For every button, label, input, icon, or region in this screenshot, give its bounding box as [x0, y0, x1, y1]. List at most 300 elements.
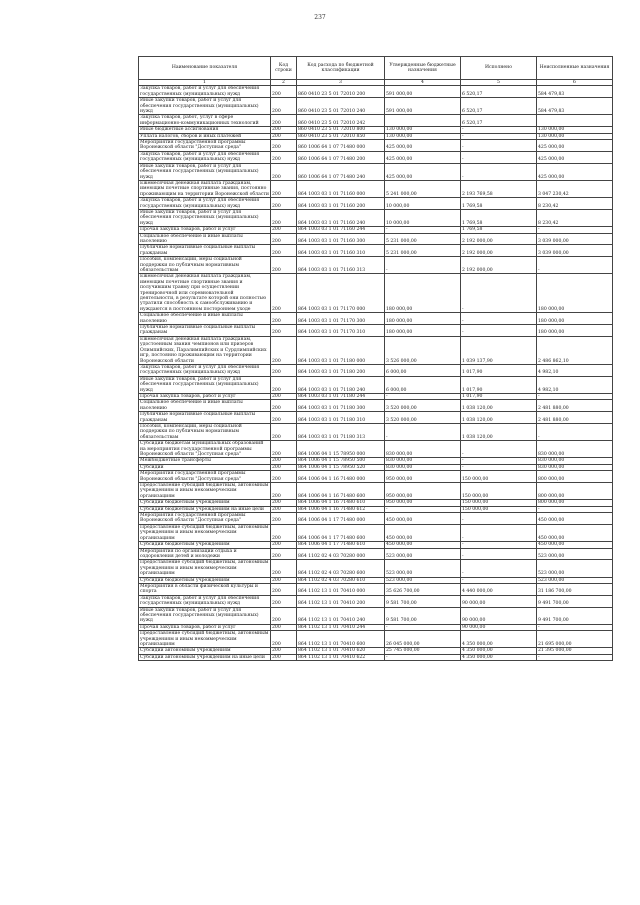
row-name: Предоставление субсидий бюджетным, автономным учреждениям и иным некоммерческим организациям [139, 631, 271, 648]
row-name: Социальное обеспечение и иные выплаты населению [139, 313, 271, 325]
row-name: Мероприятия в области физической культуры и спорта [139, 583, 271, 595]
row-remaining: - [537, 227, 613, 233]
row-name: Закупка товаров, работ и услуг для обеспечения государственных (муниципальных) нужд [139, 364, 271, 376]
row-remaining: 130 000,00 [537, 127, 613, 133]
row-name: Публичные нормативные социальные выплаты гражданам [139, 412, 271, 424]
row-classification: 864 1102 13 1 01 70410 622 [297, 654, 385, 660]
table-row [139, 513, 613, 525]
row-classification: 864 1006 04 1 16 71480 000 [297, 471, 385, 483]
row-line-code: 200 [271, 654, 297, 660]
row-executed: 2 192 000,00 [461, 257, 537, 274]
row-name: Субсидии бюджетным учреждениям [139, 542, 271, 548]
row-line-code: 200 [271, 127, 297, 133]
row-line-code: 200 [271, 506, 297, 512]
table-row [139, 376, 613, 393]
row-approved: 950 000,00 [385, 500, 461, 506]
row-approved: - [385, 423, 461, 440]
row-name: Прочая закупка товаров, работ и услуг [139, 624, 271, 630]
row-approved: 9 581 700,00 [385, 607, 461, 624]
row-approved: 3 520 000,00 [385, 412, 461, 424]
column-index: 2 [271, 80, 297, 86]
row-remaining [537, 115, 613, 127]
row-approved: 950 000,00 [385, 483, 461, 500]
row-line-code: 200 [271, 513, 297, 525]
row-approved: 25 745 000,00 [385, 648, 461, 654]
row-executed: 1 769,58 [461, 198, 537, 210]
row-remaining: 2 486 862,10 [537, 336, 613, 364]
row-approved: 591 000,00 [385, 86, 461, 98]
row-approved: 3 520 000,00 [385, 400, 461, 412]
table-row [139, 560, 613, 577]
row-classification: 864 1006 04 1 16 71480 600 [297, 483, 385, 500]
row-line-code: 200 [271, 624, 297, 630]
row-executed: 4 350 000,00 [461, 654, 537, 660]
row-classification: 860 1006 64 1 07 71480 000 [297, 140, 385, 152]
table-row [139, 441, 613, 458]
row-name: Публичные нормативные социальные выплаты гражданам [139, 325, 271, 337]
row-remaining: - [537, 624, 613, 630]
row-classification: 864 1102 13 1 01 70410 244 [297, 624, 385, 630]
table-row [139, 631, 613, 648]
row-line-code: 200 [271, 274, 297, 313]
table-row [139, 595, 613, 607]
row-remaining: - [537, 506, 613, 512]
row-name: Закупка товаров, работ, услуг в сфере информационно-коммуникационных технологий [139, 115, 271, 127]
row-line-code: 200 [271, 595, 297, 607]
row-classification: 864 1102 13 1 01 70410 200 [297, 595, 385, 607]
row-classification: 860 0410 23 5 01 72010 850 [297, 133, 385, 139]
row-line-code: 200 [271, 257, 297, 274]
row-name: Субсидии бюджетным учреждениям [139, 500, 271, 506]
row-executed: - [461, 274, 537, 313]
row-classification: 864 1003 03 1 01 71180 240 [297, 376, 385, 393]
row-name: Пособия, компенсации, меры социальной поддержки по публичным нормативным обязательствам [139, 257, 271, 274]
row-remaining: 130 000,00 [537, 133, 613, 139]
row-approved: 180 000,00 [385, 274, 461, 313]
row-line-code: 200 [271, 180, 297, 197]
table-row [139, 412, 613, 424]
row-classification: 864 1003 03 1 01 71160 240 [297, 209, 385, 226]
row-approved: 591 000,00 [385, 98, 461, 115]
row-remaining: - [537, 257, 613, 274]
row-remaining: - [537, 393, 613, 399]
column-index: 5 [461, 80, 537, 86]
row-executed: - [461, 133, 537, 139]
row-executed: 1 038 120,00 [461, 423, 537, 440]
row-approved: 450 000,00 [385, 513, 461, 525]
row-executed: 1 017,90 [461, 376, 537, 393]
row-executed: - [461, 163, 537, 180]
row-executed: 150 000,00 [461, 506, 537, 512]
row-name: Закупка товаров, работ и услуг для обеспечения государственных (муниципальных) нужд [139, 595, 271, 607]
row-classification: 864 1006 04 1 15 78950 500 [297, 458, 385, 464]
row-approved: 5 241 000,00 [385, 180, 461, 197]
row-name: Ежемесячная денежная выплата гражданам, удостоенным звания чемпионов или призеров Олимпийских, Паралимпийских и Сурдлимпийских игр, постоянно проживающим на территории Воронежской области [139, 336, 271, 364]
row-line-code: 200 [271, 133, 297, 139]
row-approved: 830 000,00 [385, 464, 461, 470]
row-executed: 1 038 120,00 [461, 400, 537, 412]
row-executed: 90 000,00 [461, 595, 537, 607]
row-line-code: 200 [271, 400, 297, 412]
row-executed: 2 193 769,58 [461, 180, 537, 197]
column-index: 1 [139, 80, 271, 86]
row-line-code: 200 [271, 115, 297, 127]
row-classification: 864 1006 04 1 17 71480 600 [297, 524, 385, 541]
row-name: Мероприятия государственной программы Воронежской области "Доступная среда" [139, 471, 271, 483]
row-remaining: 450 000,00 [537, 542, 613, 548]
row-approved: 10 000,00 [385, 209, 461, 226]
row-remaining: 21 695 000,00 [537, 631, 613, 648]
table-row [139, 209, 613, 226]
column-index: 6 [537, 80, 613, 86]
row-classification: 864 1102 02 4 03 70280 600 [297, 560, 385, 577]
row-name: Межбюджетные трансферты [139, 458, 271, 464]
row-approved: - [385, 624, 461, 630]
row-approved [385, 115, 461, 127]
row-approved: 130 000,00 [385, 127, 461, 133]
table-row [139, 115, 613, 127]
table-row [139, 163, 613, 180]
row-executed: - [461, 524, 537, 541]
row-approved: 830 000,00 [385, 441, 461, 458]
row-remaining: 180 000,00 [537, 325, 613, 337]
row-executed: 1 039 137,90 [461, 336, 537, 364]
table-row [139, 98, 613, 115]
row-classification: 864 1003 03 1 01 71180 244 [297, 393, 385, 399]
row-remaining: 523 000,00 [537, 548, 613, 560]
row-approved: 180 000,00 [385, 313, 461, 325]
row-approved: 6 000,00 [385, 376, 461, 393]
row-name: Иные закупки товаров, работ и услуг для обеспечения государственных (муниципальных) нужд [139, 98, 271, 115]
row-name: Закупка товаров, работ и услуг для обеспечения государственных (муниципальных) нужд [139, 198, 271, 210]
row-line-code: 200 [271, 483, 297, 500]
row-line-code: 200 [271, 423, 297, 440]
row-approved: 523 000,00 [385, 560, 461, 577]
row-name: Субсидии бюджетам муниципальных образований на мероприятия государственной программы Воронежской области "Доступная среда" [139, 441, 271, 458]
table-row [139, 257, 613, 274]
table-row [139, 86, 613, 98]
row-line-code: 200 [271, 151, 297, 163]
row-line-code: 200 [271, 524, 297, 541]
row-classification: 860 0410 23 5 01 72010 800 [297, 127, 385, 133]
row-line-code: 200 [271, 471, 297, 483]
row-name: Социальное обеспечение и иные выплаты населению [139, 400, 271, 412]
row-line-code: 200 [271, 542, 297, 548]
row-line-code: 200 [271, 98, 297, 115]
row-executed: - [461, 313, 537, 325]
column-index: 4 [385, 80, 461, 86]
table-row [139, 524, 613, 541]
row-classification: 864 1003 03 1 01 71180 313 [297, 423, 385, 440]
row-executed: - [461, 151, 537, 163]
row-line-code: 200 [271, 560, 297, 577]
row-approved: 130 000,00 [385, 133, 461, 139]
row-name: Иные бюджетные ассигнования [139, 127, 271, 133]
row-name: Предоставление субсидий бюджетным, автономным учреждениям и иным некоммерческим организациям [139, 560, 271, 577]
row-classification: 864 1006 04 1 17 71480 000 [297, 513, 385, 525]
table-row [139, 400, 613, 412]
row-line-code: 200 [271, 198, 297, 210]
table-row [139, 607, 613, 624]
row-classification: 860 0410 23 5 01 72010 242 [297, 115, 385, 127]
row-line-code: 200 [271, 233, 297, 245]
row-classification: 864 1102 13 1 01 70410 240 [297, 607, 385, 624]
row-executed: - [461, 325, 537, 337]
row-line-code: 200 [271, 364, 297, 376]
row-approved: 5 231 000,00 [385, 233, 461, 245]
page-number: 237 [314, 14, 326, 21]
row-remaining: 3 047 230,42 [537, 180, 613, 197]
row-remaining: 450 000,00 [537, 524, 613, 541]
row-remaining: 425 000,00 [537, 151, 613, 163]
row-executed: - [461, 127, 537, 133]
row-name: Публичные нормативные социальные выплаты гражданам [139, 245, 271, 257]
row-executed: - [461, 542, 537, 548]
row-remaining: 21 395 000,00 [537, 648, 613, 654]
row-executed: 1 769,58 [461, 227, 537, 233]
row-line-code: 200 [271, 336, 297, 364]
row-name: Иные закупки товаров, работ и услуг для обеспечения государственных (муниципальных) нужд [139, 209, 271, 226]
row-line-code: 200 [271, 607, 297, 624]
row-classification: 864 1102 02 4 03 70280 000 [297, 548, 385, 560]
row-executed: 4 350 000,00 [461, 648, 537, 654]
row-name: Субсидии бюджетным учреждениям на иные цели [139, 506, 271, 512]
row-classification: 864 1003 03 1 01 71180 310 [297, 412, 385, 424]
row-approved: 450 000,00 [385, 542, 461, 548]
row-name: Иные закупки товаров, работ и услуг для обеспечения государственных (муниципальных) нужд [139, 607, 271, 624]
row-approved: 950 000,00 [385, 471, 461, 483]
row-approved: 425 000,00 [385, 163, 461, 180]
row-executed: - [461, 560, 537, 577]
row-approved: 5 231 000,00 [385, 245, 461, 257]
row-classification: 864 1003 03 1 01 71160 244 [297, 227, 385, 233]
table-row [139, 180, 613, 197]
table-row [139, 548, 613, 560]
row-remaining: 800 000,00 [537, 471, 613, 483]
row-classification: 864 1003 03 1 01 71160 313 [297, 257, 385, 274]
row-remaining: 830 000,00 [537, 441, 613, 458]
row-remaining: 8 230,42 [537, 198, 613, 210]
row-remaining: 2 481 880,00 [537, 400, 613, 412]
row-executed: 6 520,17 [461, 98, 537, 115]
row-executed: - [461, 464, 537, 470]
row-name: Закупка товаров, работ и услуг для обеспечения государственных (муниципальных) нужд [139, 151, 271, 163]
row-remaining: 584 479,83 [537, 86, 613, 98]
row-executed: 1 769,58 [461, 209, 537, 226]
row-remaining: 180 000,00 [537, 313, 613, 325]
row-remaining: 3 039 000,00 [537, 233, 613, 245]
row-executed: 6 520,17 [461, 86, 537, 98]
row-name: Иные закупки товаров, работ и услуг для обеспечения государственных (муниципальных) нужд [139, 376, 271, 393]
header-classification: Код расхода по бюджетной классификации [297, 57, 385, 80]
row-approved: 10 000,00 [385, 198, 461, 210]
row-remaining: 31 186 700,00 [537, 583, 613, 595]
header-row [139, 57, 613, 80]
row-approved: 450 000,00 [385, 524, 461, 541]
row-classification: 860 0410 23 5 01 72010 200 [297, 86, 385, 98]
row-approved: 3 526 000,00 [385, 336, 461, 364]
budget-execution-table [138, 56, 613, 661]
row-classification: 864 1006 04 1 16 71480 612 [297, 506, 385, 512]
row-executed: 4 350 000,00 [461, 631, 537, 648]
row-classification: 864 1003 03 1 01 71180 000 [297, 336, 385, 364]
table-row [139, 654, 613, 660]
row-classification: 864 1003 03 1 01 71160 200 [297, 198, 385, 210]
row-classification: 864 1003 03 1 01 71160 310 [297, 245, 385, 257]
table-row [139, 483, 613, 500]
row-remaining: 800 000,00 [537, 500, 613, 506]
row-classification: 864 1003 03 1 01 71170 000 [297, 274, 385, 313]
row-remaining: 180 000,00 [537, 274, 613, 313]
row-remaining: 4 982,10 [537, 376, 613, 393]
row-classification: 864 1003 03 1 01 71160 000 [297, 180, 385, 197]
table-row [139, 325, 613, 337]
row-name: Субсидии автономным учреждениям на иные цели [139, 654, 271, 660]
row-remaining: 830 000,00 [537, 458, 613, 464]
row-remaining: 523 000,00 [537, 560, 613, 577]
table-row [139, 233, 613, 245]
header-remaining: Неисполненные назначения [537, 57, 613, 80]
row-approved: 26 045 000,00 [385, 631, 461, 648]
row-classification: 864 1102 02 4 03 70280 610 [297, 577, 385, 583]
row-remaining: 450 000,00 [537, 513, 613, 525]
row-line-code: 200 [271, 458, 297, 464]
row-line-code: 200 [271, 245, 297, 257]
row-name: Прочая закупка товаров, работ и услуг [139, 393, 271, 399]
row-remaining: 425 000,00 [537, 140, 613, 152]
row-classification: 864 1102 13 1 01 70410 620 [297, 648, 385, 654]
row-name: Прочая закупка товаров, работ и услуг [139, 227, 271, 233]
row-classification: 864 1006 04 1 16 71480 610 [297, 500, 385, 506]
row-executed: 4 440 000,00 [461, 583, 537, 595]
row-executed: - [461, 577, 537, 583]
row-remaining: 830 000,00 [537, 464, 613, 470]
row-classification: 860 1006 64 1 07 71480 200 [297, 151, 385, 163]
row-executed: 150 000,00 [461, 483, 537, 500]
row-line-code: 200 [271, 412, 297, 424]
row-name: Субсидии [139, 464, 271, 470]
row-executed: 1 017,90 [461, 393, 537, 399]
row-executed: 150 000,00 [461, 500, 537, 506]
row-executed: - [461, 513, 537, 525]
row-name: Иные закупки товаров, работ и услуг для обеспечения государственных (муниципальных) нужд [139, 163, 271, 180]
row-executed: 90 000,00 [461, 607, 537, 624]
row-line-code: 200 [271, 325, 297, 337]
row-name: Предоставление субсидий бюджетным, автономным учреждениям и иным некоммерческим организациям [139, 524, 271, 541]
row-line-code: 200 [271, 393, 297, 399]
row-approved: - [385, 227, 461, 233]
row-line-code: 200 [271, 163, 297, 180]
row-remaining: 584 479,83 [537, 98, 613, 115]
row-approved: - [385, 257, 461, 274]
row-name: Мероприятия государственной программы Воронежской области "Доступная среда" [139, 513, 271, 525]
row-approved: 425 000,00 [385, 151, 461, 163]
row-executed: - [461, 458, 537, 464]
row-approved: 180 000,00 [385, 325, 461, 337]
header-line-code: Код строки [271, 57, 297, 80]
header-approved: Утвержденные бюджетные назначения [385, 57, 461, 80]
row-line-code: 200 [271, 548, 297, 560]
row-remaining: 800 000,00 [537, 483, 613, 500]
row-approved: 6 000,00 [385, 364, 461, 376]
row-remaining: 3 039 000,00 [537, 245, 613, 257]
row-remaining: - [537, 654, 613, 660]
row-classification: 860 1006 64 1 07 71480 240 [297, 163, 385, 180]
row-name: Ежемесячная денежная выплата гражданам, имеющим почетные спортивные звания, постоянно проживающим на территории Воронежской области [140, 180, 269, 197]
row-remaining: 9 491 700,00 [537, 607, 613, 624]
row-line-code: 200 [271, 376, 297, 393]
row-classification: 864 1102 13 1 01 70410 000 [297, 583, 385, 595]
row-name: Мероприятия по организации отдыха и оздоровления детей и молодежи [139, 548, 271, 560]
row-executed: 1 038 120,00 [461, 412, 537, 424]
row-name: Уплата налогов, сборов и иных платежей [139, 133, 271, 139]
row-approved: - [385, 393, 461, 399]
row-remaining: 2 481 880,00 [537, 412, 613, 424]
row-name: Субсидии бюджетным учреждениям [139, 577, 271, 583]
row-executed: - [461, 140, 537, 152]
row-line-code: 200 [271, 441, 297, 458]
row-classification: 864 1003 03 1 01 71170 300 [297, 313, 385, 325]
row-remaining: 425 000,00 [537, 163, 613, 180]
row-classification: 860 0410 23 5 01 72010 240 [297, 98, 385, 115]
row-classification: 864 1003 03 1 01 71180 300 [297, 400, 385, 412]
row-approved: 35 626 700,00 [385, 583, 461, 595]
row-remaining: 523 000,00 [537, 577, 613, 583]
row-approved: - [385, 506, 461, 512]
row-approved: 830 000,00 [385, 458, 461, 464]
row-classification: 864 1006 04 1 17 71480 610 [297, 542, 385, 548]
row-classification: 864 1102 13 1 01 70410 600 [297, 631, 385, 648]
row-classification: 864 1006 04 1 15 78950 000 [297, 441, 385, 458]
row-name: Пособия, компенсации, меры социальной поддержки по публичным нормативным обязательствам [139, 423, 271, 440]
row-executed: - [461, 548, 537, 560]
row-classification: 864 1003 03 1 01 71180 200 [297, 364, 385, 376]
header-executed: Исполнено [461, 57, 537, 80]
row-executed: 1 017,90 [461, 364, 537, 376]
column-index: 3 [297, 80, 385, 86]
table-row [139, 198, 613, 210]
table-row [139, 583, 613, 595]
row-executed: 150 000,00 [461, 471, 537, 483]
row-line-code: 200 [271, 86, 297, 98]
row-name: Мероприятия государственной программы Воронежской области "Доступная среда" [139, 140, 271, 152]
row-name: Закупка товаров, работ и услуг для обеспечения государственных (муниципальных) нужд [139, 86, 271, 98]
row-remaining: 8 230,42 [537, 209, 613, 226]
row-executed: 90 000,00 [461, 624, 537, 630]
table-row [139, 364, 613, 376]
row-line-code: 200 [271, 140, 297, 152]
table-row [139, 151, 613, 163]
row-remaining: - [537, 423, 613, 440]
row-line-code: 200 [271, 313, 297, 325]
row-name: Ежемесячная денежная выплата гражданам, имеющим почетные спортивные звания и получившим травму при осуществлении тренировочной или соревновательной деятельности, в результате которой они полностью утратили способность к самообслуживанию и нуждаются в постоянном постороннем уходе [139, 274, 271, 313]
table-row [139, 140, 613, 152]
row-name: Социальное обеспечение и иные выплаты населению [139, 233, 271, 245]
row-line-code: 200 [271, 500, 297, 506]
row-executed: 6 520,17 [461, 115, 537, 127]
row-remaining: 4 982,10 [537, 364, 613, 376]
row-approved: 523 000,00 [385, 577, 461, 583]
row-line-code: 200 [271, 209, 297, 226]
row-executed: - [461, 441, 537, 458]
row-line-code: 200 [271, 464, 297, 470]
row-approved: 9 581 700,00 [385, 595, 461, 607]
table-row [139, 274, 613, 313]
row-executed: 2 192 000,00 [461, 233, 537, 245]
row-approved: 425 000,00 [385, 140, 461, 152]
row-classification: 864 1006 04 1 15 78950 520 [297, 464, 385, 470]
row-name: Субсидии автономным учреждениям [139, 648, 271, 654]
